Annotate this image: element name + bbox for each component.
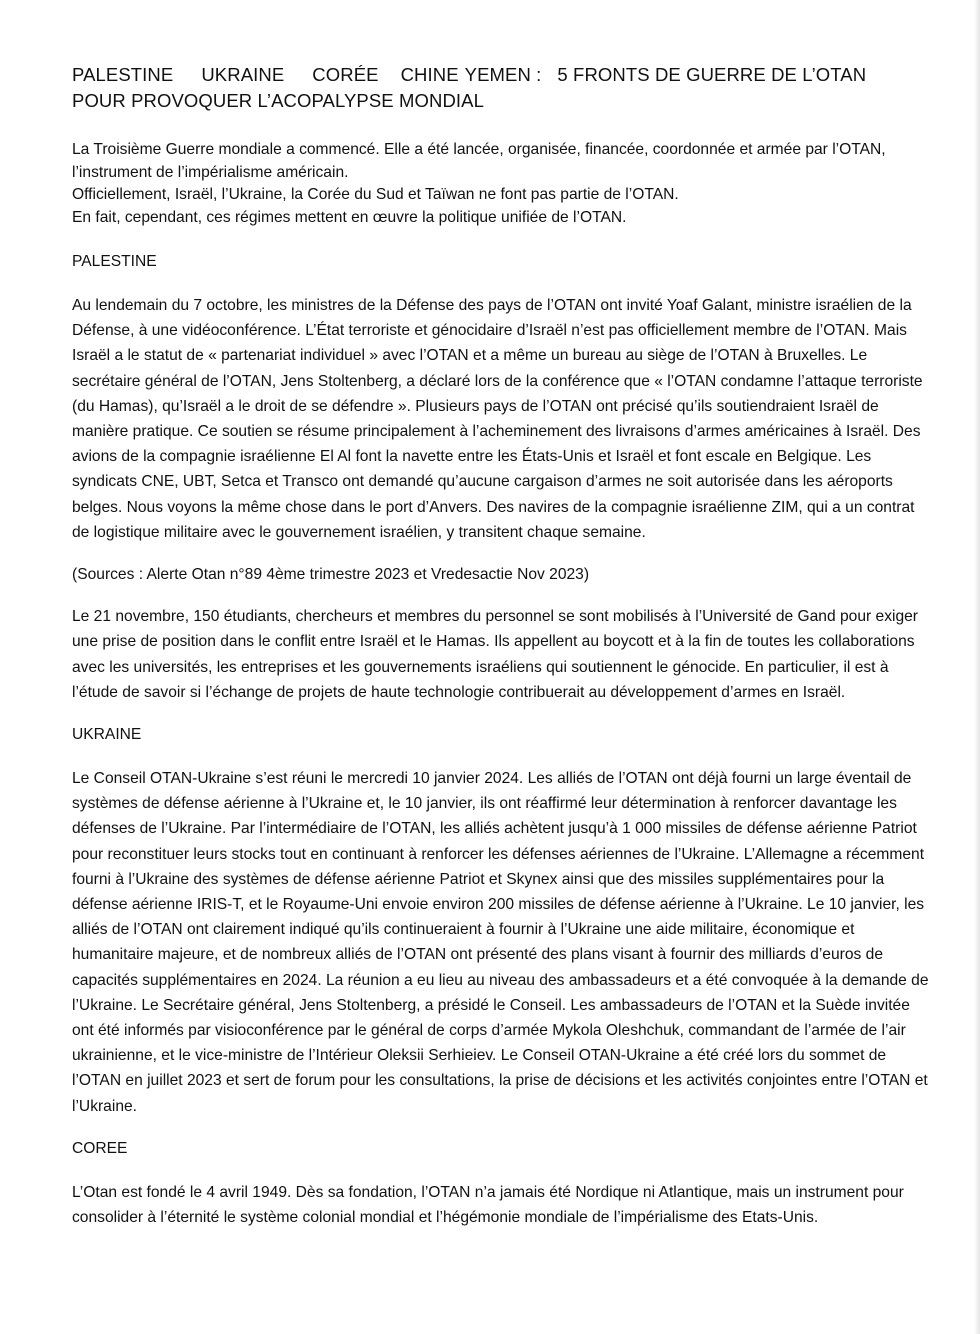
title-segment-chine: CHINE <box>400 64 459 85</box>
intro-line-4: En fait, cependant, ces régimes mettent en œuvre la politique unifiée de l’OTAN. <box>72 208 627 226</box>
palestine-sources: (Sources : Alerte Otan n°89 4ème trimestre 2023 et Vredesactie Nov 2023) <box>72 566 590 584</box>
title-segment-palestine: PALESTINE <box>72 64 174 85</box>
palestine-paragraph: Au lendemain du 7 octobre, les ministres de la Défense des pays de l’OTAN ont invité Yoaf Galant, ministre israélien de la Défense, à une vidéoconférence. L’État terroriste et génocidaire d’Israël n’est pas officiellement membre de l’OTAN. Mais Israël a le statut de « partenariat individuel » avec l’OTAN et a même un bureau au siège de l’OTAN à Bruxelles. Le secrétaire général de l’OTAN, Jens Stoltenberg, a déclaré lors de la conférence que « l’OTAN condamne l’attaque terroriste (du Hamas), qu’Israël a le droit de se défendre ». Plusieurs pays de l’OTAN ont précisé qu’ils soutiendraient Israël de manière pratique. Ce soutien se résume principalement à l’acheminement des livraisons d’armes américaines à Israël. Des avions de la compagnie israélienne El Al font la navette entre les États-Unis et Israël et font escale en Belgique. Les syndicats CNE, UBT, Setca et Transco ont demandé qu’aucune cargaison d’armes ne soit autorisée dans les aéroports belges. Nous voyons la même chose dans le port d’Anvers. Des navires de la compagnie israélienne ZIM, qui a un contrat de logistique militaire avec le gouvernement israélien, y transitent chaque semaine. <box>72 297 923 541</box>
section-heading-palestine: PALESTINE <box>72 253 157 270</box>
palestine-paragraph-2: Le 21 novembre, 150 étudiants, chercheurs et membres du personnel se sont mobilisés à l’Université de Gand pour exiger une prise de position dans le conflit entre Israël et le Hamas. Ils appellent au boycott et à la fin de toutes les collaborations avec les universités, les entreprises et les gouvernements israéliens qui soutiennent le génocide. En particulier, il est à l’étude de savoir si l’échange de projets de haute technologie contribuerait au développement d’armes en Israël. <box>72 608 918 701</box>
title-segment-fronts: 5 FRONTS DE GUERRE DE L’OTAN <box>557 64 867 85</box>
title-segment-ukraine: UKRAINE <box>201 64 285 85</box>
ukraine-paragraph: Le Conseil OTAN-Ukraine s’est réuni le mercredi 10 janvier 2024. Les alliés de l’OTAN ont déjà fourni un large éventail de systèmes de défense aérienne à l’Ukraine et, le 10 janvier, ils ont réaffirmé leur détermination à renforcer davantage les défenses de l’Ukraine. Par l’intermédiaire de l’OTAN, les alliés achètent jusqu’à 1 000 missiles de défense aérienne Patriot pour reconstituer leurs stocks tout en continuant à renforcer les défenses aériennes de l’Ukraine. L’Allemagne a récemment fourni à l’Ukraine des systèmes de défense aérienne Patriot et Skynex ainsi que des missiles supplémentaires pour la défense aérienne IRIS-T, et le Royaume-Uni envoie environ 200 missiles de défense aérienne à l’Ukraine. Le 10 janvier, les alliés de l’OTAN ont clairement indiqué qu’ils continueraient à fournir à l’Ukraine une aide militaire, économique et humanitaire majeure, et de nombreux alliés de l’OTAN ont présenté des plans visant à fournir des milliards d’euros de capacités supplémentaires en 2024. La réunion a eu lieu au niveau des ambassadeurs et a été convoquée à la demande de l’Ukraine. Le Secrétaire général, Jens Stoltenberg, a présidé le Conseil. Les ambassadeurs de l’OTAN et la Suède invitée ont été informés par visioconférence par le général de corps d’armée Mykola Oleshchuk, commandant de l’armée de l’air ukrainienne, et le vice-ministre de l’Intérieur Oleksii Serhieiev. Le Conseil OTAN-Ukraine a été créé lors du sommet de l’OTAN en juillet 2023 et sert de forum pour les consultations, la prise de décisions et les activités conjointes entre l’OTAN et l’Ukraine. <box>72 770 929 1115</box>
intro-line-1: La Troisième Guerre mondiale a commencé. Elle a été lancée, organisée, financée, coordonnée et armée par l’OTAN, <box>72 141 886 158</box>
title-segment-yemen: YEMEN : <box>464 64 542 85</box>
page-edge-shadow <box>974 0 980 1334</box>
intro-paragraph <box>72 139 932 229</box>
document-title <box>72 62 932 114</box>
document-content <box>72 62 932 1247</box>
intro-line-3: Officiellement, Israël, l’Ukraine, la Corée du Sud et Taïwan ne font pas partie de l’OTAN. <box>72 186 679 203</box>
section-heading-coree: COREE <box>72 1139 128 1157</box>
title-line-2: POUR PROVOQUER L’ACOPALYPSE MONDIAL <box>72 90 484 111</box>
intro-line-2: l’instrument de l’impérialisme américain. <box>72 163 349 181</box>
section-heading-ukraine: UKRAINE <box>72 726 142 744</box>
coree-paragraph: L’Otan est fondé le 4 avril 1949. Dès sa fondation, l’OTAN n’a jamais été Nordique ni Atlantique, mais un instrument pour consolider à l’éternité le système colonial mondial et l’hégémonie mondiale de l’impérialisme des Etats-Unis. <box>72 1183 904 1227</box>
title-segment-coree: CORÉE <box>312 64 379 85</box>
